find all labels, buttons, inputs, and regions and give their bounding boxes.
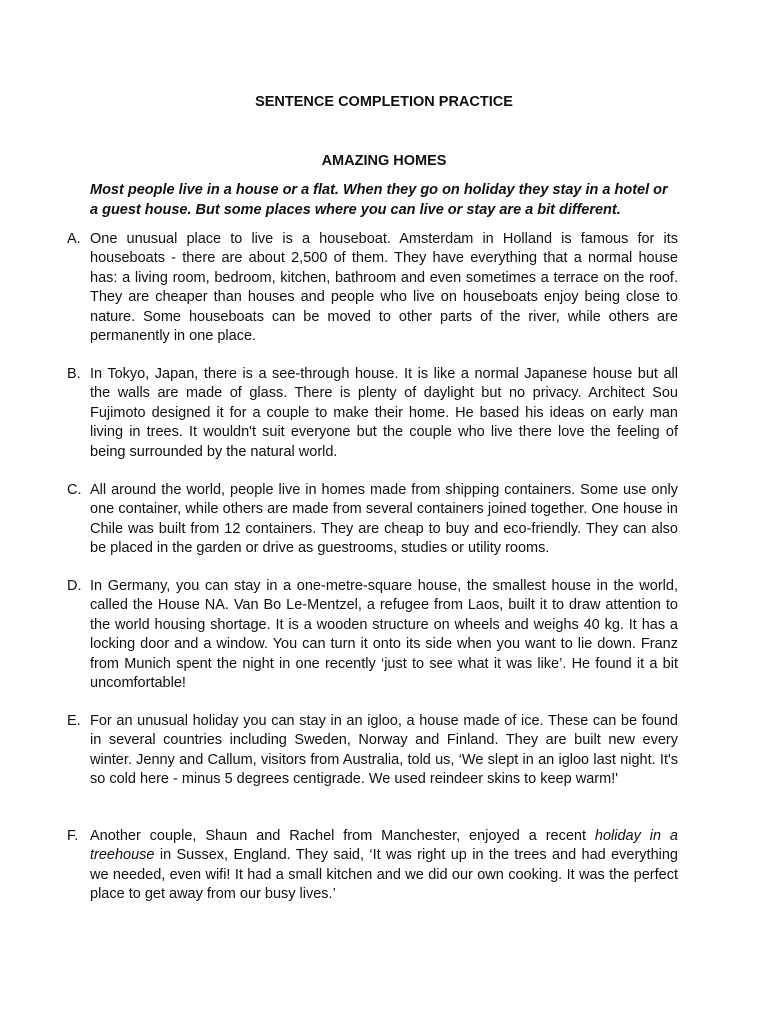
paragraph-text	[90, 827, 678, 905]
paragraph-text-part: Another couple, Shaun and Rachel from Manchester, enjoyed a recent	[90, 828, 595, 844]
paragraph-text-italic: holiday in a treehouse	[90, 828, 678, 864]
paragraph-letter: B.	[67, 366, 81, 382]
paragraph-text: For an unusual holiday you can stay in an igloo, a house made of ice. These can be found in several countries including Sweden, Norway and Finland. They are built new every winter. Jenny and Callum, visitors from Australia, told us, ‘We slept in an igloo last night. It's so cold here - minus 5 degrees centigrade. We used reindeer skins to keep warm!'	[90, 713, 678, 788]
paragraph-text: In Tokyo, Japan, there is a see-through house. It is like a normal Japanese house but all the walls are made of glass. There is plenty of daylight but no privacy. Architect Sou Fujimoto designed it for a couple to make their home. He based his ideas on early man living in trees. It wouldn't suit everyone but the couple who live there love the feeling of being surrounded by the natural world.	[90, 366, 678, 460]
paragraph-letter: E.	[67, 713, 81, 729]
paragraph-text: In Germany, you can stay in a one-metre-square house, the smallest house in the world, called the House NA. Van Bo Le-Mentzel, a refugee from Laos, built it to draw attention to the world housing shortage. It is a wooden structure on wheels and weighs 40 kg. It has a locking door and a window. You can turn it onto its side when you want to lie down. Franz from Munich spent the night in one recently ‘just to see what it was like’. He found it a bit uncomfortable!	[90, 578, 678, 692]
paragraph-letter: F.	[67, 828, 79, 844]
paragraph-text: All around the world, people live in homes made from shipping containers. Some use only one container, while others are made from several containers joined together. One house in Chile was built from 12 containers. They are cheap to buy and eco-friendly. They can also be placed in the garden or drive as guestrooms, studies or utility rooms.	[90, 482, 678, 557]
paragraph-letter: D.	[67, 578, 82, 594]
paragraph-letter: A.	[67, 231, 81, 247]
paragraph-text-part: in Sussex, England. They said, ‘It was right up in the trees and had everything we needed, even wifi! It had a small kitchen and we did our own cooking. It was the perfect place to get away from our busy lives.’	[90, 847, 678, 903]
article-title: AMAZING HOMES	[321, 153, 447, 169]
intro-paragraph: Most people live in a house or a flat. When they go on holiday they stay in a hotel or a guest house. But some places where you can live or stay are a bit different.	[90, 182, 668, 218]
document-heading: SENTENCE COMPLETION PRACTICE	[255, 94, 513, 110]
paragraph-text: One unusual place to live is a houseboat. Amsterdam in Holland is famous for its houseboats - there are about 2,500 of them. They have everything that a normal house has: a living room, bedroom, kitchen, bathroom and even sometimes a terrace on the roof. They are cheaper than houses and people who live on houseboats enjoy being close to nature. Some houseboats can be moved to other parts of the river, while others are permanently in one place.	[90, 231, 678, 345]
paragraph-letter: C.	[67, 482, 82, 498]
